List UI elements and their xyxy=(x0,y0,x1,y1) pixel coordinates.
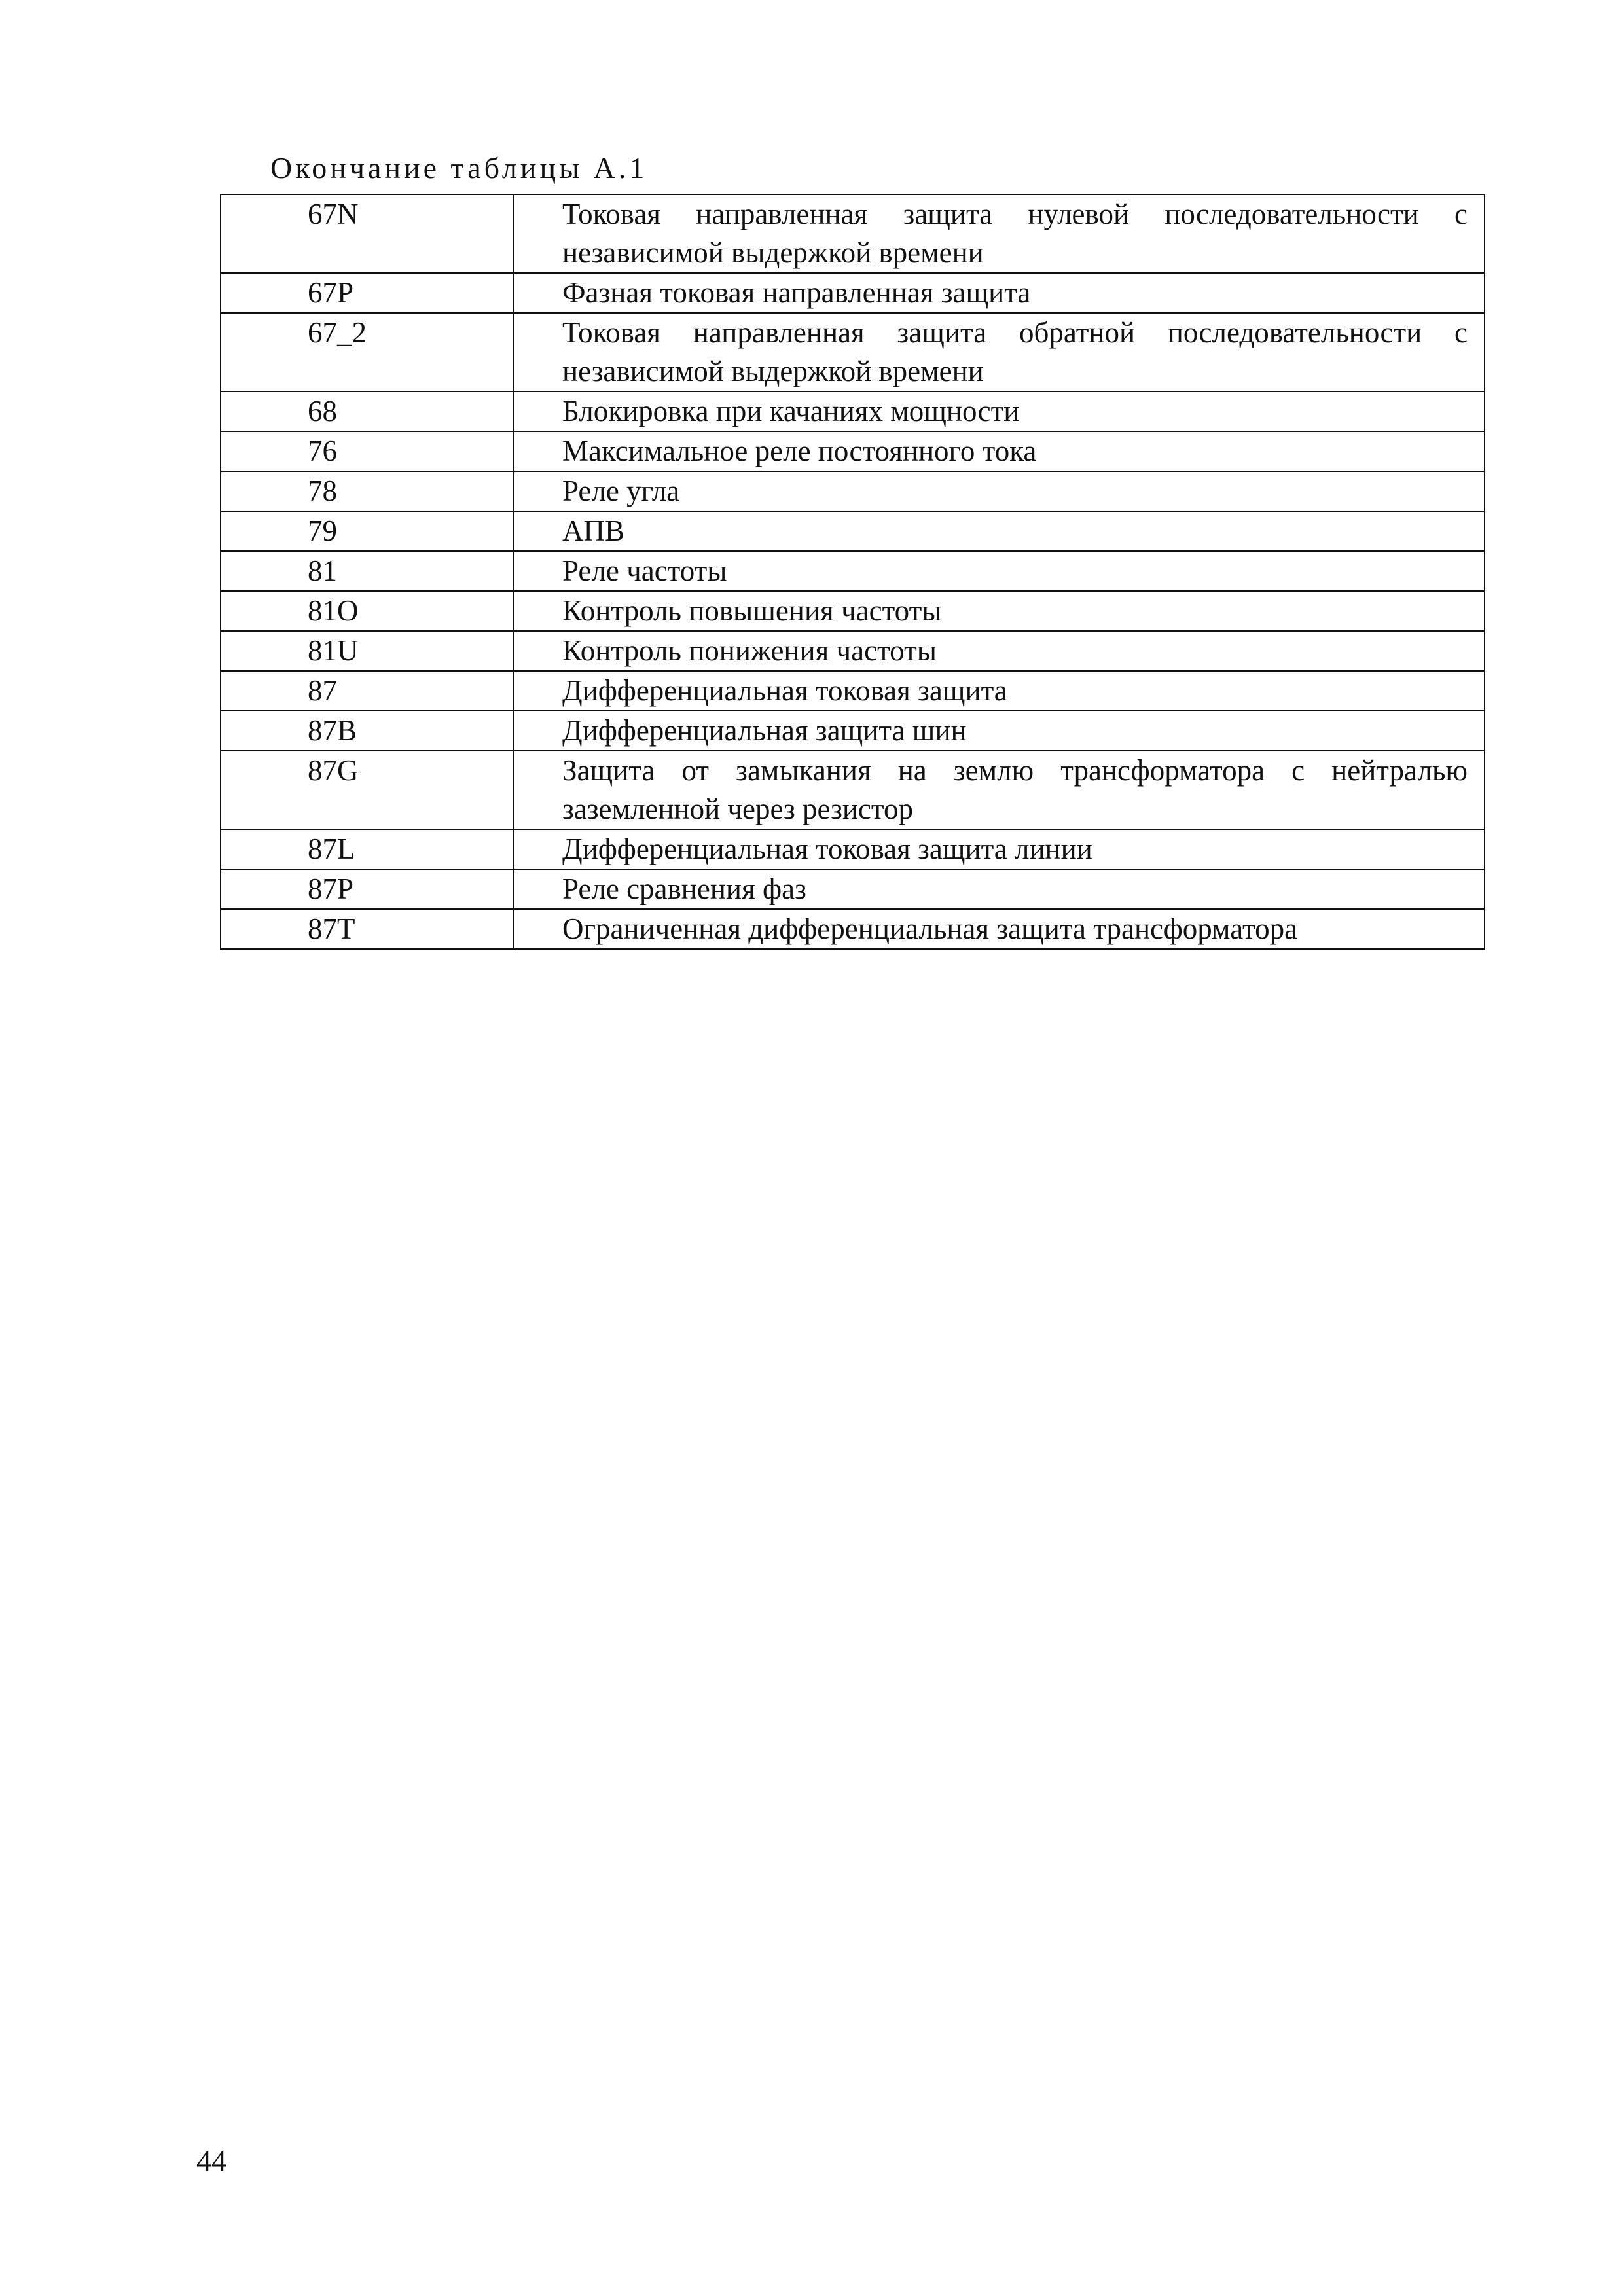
page-number: 44 xyxy=(196,2144,226,2178)
code-cell: 67_2 xyxy=(221,313,514,391)
table-row xyxy=(221,194,1485,273)
table-row xyxy=(221,751,1485,829)
description-cell: Токовая направленная защита обратной последовательности с независимой выдержкой времени xyxy=(514,313,1485,391)
description-cell: Реле угла xyxy=(514,471,1485,511)
table-row xyxy=(221,551,1485,591)
table-row xyxy=(221,671,1485,711)
code-cell: 81O xyxy=(221,591,514,631)
code-cell: 81 xyxy=(221,551,514,591)
description-cell: Блокировка при качаниях мощности xyxy=(514,391,1485,431)
code-cell: 76 xyxy=(221,431,514,471)
table-row xyxy=(221,391,1485,431)
description-cell: Максимальное реле постоянного тока xyxy=(514,431,1485,471)
table-caption: Окончание таблицы А.1 xyxy=(270,151,648,185)
code-cell: 87P xyxy=(221,869,514,909)
table-row xyxy=(221,631,1485,671)
description-cell: АПВ xyxy=(514,511,1485,551)
description-cell: Контроль понижения частоты xyxy=(514,631,1485,671)
description-cell: Токовая направленная защита нулевой последовательности с независимой выдержкой времени xyxy=(514,194,1485,273)
description-cell: Дифференциальная токовая защита линии xyxy=(514,829,1485,869)
code-cell: 87B xyxy=(221,711,514,751)
code-cell: 68 xyxy=(221,391,514,431)
description-cell: Ограниченная дифференциальная защита трансформатора xyxy=(514,909,1485,949)
code-cell: 87 xyxy=(221,671,514,711)
description-cell: Фазная токовая направленная защита xyxy=(514,273,1485,313)
table-row xyxy=(221,511,1485,551)
table-row xyxy=(221,869,1485,909)
table-row xyxy=(221,431,1485,471)
table-row xyxy=(221,471,1485,511)
code-cell: 87L xyxy=(221,829,514,869)
description-cell: Дифференциальная защита шин xyxy=(514,711,1485,751)
code-cell: 87T xyxy=(221,909,514,949)
description-cell: Защита от замыкания на землю трансформатора с нейтралью заземленной через резистор xyxy=(514,751,1485,829)
code-cell: 87G xyxy=(221,751,514,829)
code-cell: 67P xyxy=(221,273,514,313)
code-cell: 81U xyxy=(221,631,514,671)
codes-table xyxy=(220,194,1485,950)
table-row xyxy=(221,711,1485,751)
code-cell: 67N xyxy=(221,194,514,273)
table-row xyxy=(221,273,1485,313)
code-cell: 79 xyxy=(221,511,514,551)
description-cell: Дифференциальная токовая защита xyxy=(514,671,1485,711)
description-cell: Реле частоты xyxy=(514,551,1485,591)
description-cell: Реле сравнения фаз xyxy=(514,869,1485,909)
code-cell: 78 xyxy=(221,471,514,511)
table-row xyxy=(221,591,1485,631)
table-row xyxy=(221,909,1485,949)
table-row xyxy=(221,313,1485,391)
table-row xyxy=(221,829,1485,869)
description-cell: Контроль повышения частоты xyxy=(514,591,1485,631)
